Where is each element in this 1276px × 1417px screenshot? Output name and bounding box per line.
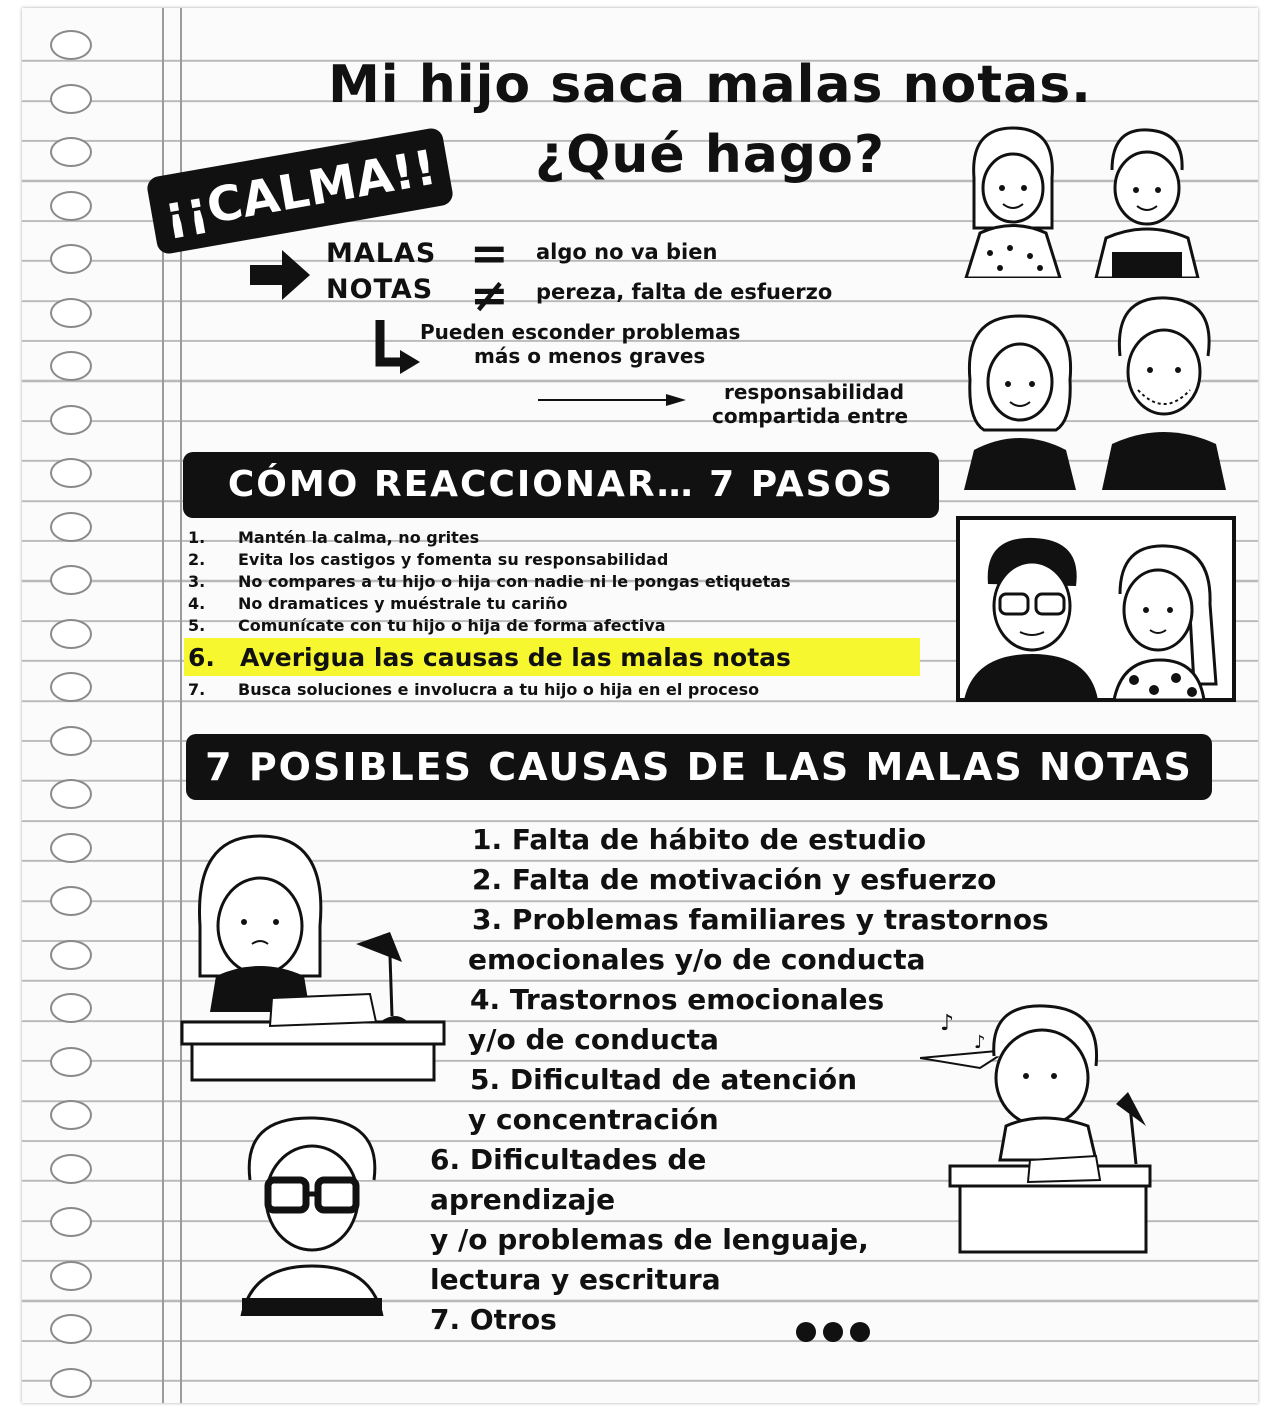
shared-line1: responsabilidad [724,380,905,404]
hidden-problems-line1: Pueden esconder problemas [420,320,741,344]
cause-line: 1. Falta de hábito de estudio [472,823,927,856]
mother-portrait [960,300,1080,490]
ellipsis-dots [796,1322,877,1346]
bent-arrow-icon [372,318,422,380]
calma-badge: ¡¡CALMA!! [146,127,455,256]
step-text: Evita los castigos y fomenta su responsabilidad [238,549,669,569]
cause-line: y/o de conducta [468,1023,719,1056]
step-item [184,592,944,614]
punch-hole [50,619,92,649]
step-number: 7. [188,679,206,699]
equal-sign: = [470,226,509,280]
punch-hole [50,1154,92,1184]
step-text: Averigua las causas de las malas notas [240,642,791,672]
step-number: 3. [188,571,206,591]
punch-hole [50,458,92,488]
punch-hole [50,137,92,167]
causes-header: 7 POSIBLES CAUSAS DE LAS MALAS NOTAS [186,734,1212,800]
boy-daydreaming [920,996,1156,1256]
notas-word: NOTAS [326,274,434,305]
punch-hole [50,30,92,60]
cause-line: y concentración [468,1103,719,1136]
cause-line: 5. Dificultad de atención [470,1063,858,1096]
steps-list [184,526,944,700]
boy-with-glasses [232,1110,392,1316]
cause-line: 4. Trastornos emocionales [470,983,885,1016]
punch-hole [50,351,92,381]
father-portrait [1098,286,1230,490]
step-item [184,570,944,592]
punch-hole [50,940,92,970]
step-text: No dramatices y muéstrale tu cariño [238,593,568,613]
hidden-problems-line2: más o menos graves [474,344,706,368]
svg-text:♪: ♪ [974,1032,986,1053]
punch-hole [50,298,92,328]
punch-hole [50,1207,92,1237]
teachers-portrait [954,514,1240,704]
step-number: 4. [188,593,206,613]
step-number: 1. [188,527,206,547]
step-text: Busca soluciones e involucra a tu hijo o hija en el proceso [238,679,760,699]
step-text: Comunícate con tu hijo o hija de forma afectiva [238,615,666,635]
steps-header: CÓMO REACCIONAR… 7 PASOS [183,452,939,518]
malas-word: MALAS [326,238,437,269]
boy-portrait [1092,120,1202,278]
step-item [184,548,944,570]
punch-hole [50,512,92,542]
cause-line: aprendizaje [430,1183,616,1216]
step-item [184,678,944,700]
punch-hole [50,1047,92,1077]
step-number: 2. [188,549,206,569]
page-subtitle: ¿Qué hago? [535,125,885,185]
cause-line: 2. Falta de motivación y esfuerzo [472,863,997,896]
punch-hole [50,1314,92,1344]
not-equals-text: pereza, falta de esfuerzo [536,280,833,304]
cause-line: lectura y escritura [430,1263,721,1296]
step-number: 6. [188,642,215,672]
punch-hole [50,1261,92,1291]
punch-hole [50,191,92,221]
punch-hole [50,993,92,1023]
page-title: Mi hijo saca malas notas. [328,55,1092,115]
punch-hole [50,1368,92,1398]
step-item [184,614,944,636]
svg-text:♪: ♪ [940,1011,955,1036]
not-equal-sign: ≠ [470,268,509,322]
step-number: 5. [188,615,206,635]
punch-hole [50,726,92,756]
cause-line: emocionales y/o de conducta [468,943,926,976]
girl-studying [180,826,446,1082]
punch-hole [50,84,92,114]
thin-arrow-icon [538,390,688,410]
punch-hole [50,1100,92,1130]
girl-portrait [960,118,1066,278]
step-item [184,526,944,548]
cause-line: y /o problemas de lenguaje, [430,1223,869,1256]
equals-text: algo no va bien [536,240,718,264]
step-text: Mantén la calma, no grites [238,527,480,547]
shared-line2: compartida entre [712,404,909,428]
step-item [184,638,920,676]
cause-line: 3. Problemas familiares y trastornos [472,903,1049,936]
punch-hole [50,886,92,916]
right-arrow-icon [250,250,310,300]
punch-hole [50,672,92,702]
punch-hole [50,244,92,274]
cause-line: 7. Otros [430,1303,557,1336]
cause-line: 6. Dificultades de [430,1143,707,1176]
punch-hole [50,565,92,595]
punch-hole [50,833,92,863]
step-text: No compares a tu hijo o hija con nadie ni le pongas etiquetas [238,571,791,591]
punch-hole [50,779,92,809]
punch-hole [50,405,92,435]
